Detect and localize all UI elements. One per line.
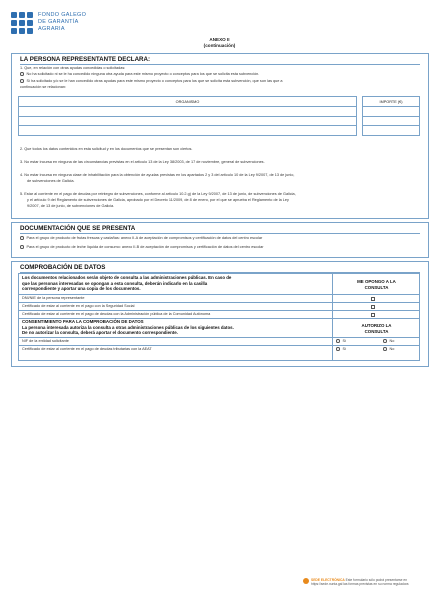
item-5c: 9/2007, de 13 de junio, de subvenciones de Galicia. xyxy=(27,204,115,208)
declaration-title xyxy=(20,56,420,65)
oppose-checkbox-ss[interactable] xyxy=(371,305,375,309)
option-other-aid-cont: continuación se relacionan: xyxy=(20,85,67,89)
documentation-title xyxy=(20,225,420,234)
organismo-input-2[interactable] xyxy=(19,116,357,126)
radio-other-aid[interactable] xyxy=(20,79,24,83)
intro-line-2: que las personas interesadas se opongan a esta consulta, deberán indicarlo en la casilla xyxy=(22,280,208,286)
logo-text xyxy=(38,12,86,33)
aeat-no-radio[interactable] xyxy=(383,347,387,351)
logo-icon xyxy=(11,12,33,34)
footer-brand: SEDE ELECTRÓNICA xyxy=(311,578,345,582)
intro-line-3: correspondiente y aportar una copia de los documentos. xyxy=(22,286,141,292)
radio-no-other-aid[interactable] xyxy=(20,72,24,76)
importe-input-3[interactable] xyxy=(363,126,420,136)
declaration-title-text: LA PERSONA REPRESENTANTE DECLARA: xyxy=(20,56,151,63)
nif-no-option[interactable] xyxy=(383,339,394,344)
data-check-intro xyxy=(22,275,231,292)
nif-yes-label: Sí xyxy=(342,339,347,343)
sede-electronica-icon xyxy=(303,578,309,584)
option-other-aid-label: Sí ha solicitado y/o se le han concedido otras ayudas para este mismo proyecto o conceptos para los que se solicita esta subvención, que son las que a xyxy=(26,79,283,83)
table-row xyxy=(19,126,420,136)
consent-block xyxy=(22,319,234,336)
consent-text-1: La persona interesada autoriza la consulta a otras administraciones públicas de los siguientes datos. xyxy=(22,324,234,330)
radio-milk[interactable] xyxy=(20,245,24,249)
oppose-header-2: CONSULTA xyxy=(364,284,389,290)
aeat-yes-option[interactable] xyxy=(336,347,346,352)
doc-ss: Certificado de estar al corriente en el pago con la Seguridad Social xyxy=(22,304,135,308)
footer-line-1: Este formulario sólo podrá presentarse en xyxy=(345,578,408,582)
radio-fruit[interactable] xyxy=(20,236,24,240)
option-other-aid[interactable] xyxy=(20,79,283,84)
documentation-title-text: DOCUMENTACIÓN QUE SE PRESENTA xyxy=(20,225,136,232)
item-2: 2. Que todos los datos contenidos en esta solicitud y en los documentos que se presentan son ciertos. xyxy=(20,147,193,151)
annex-title-main: ANEXO II xyxy=(209,37,230,42)
intro-line-1: Los documentos relacionados serán objeto de consulta a las administraciones públicas. En caso de xyxy=(22,275,232,280)
organismo-input-3[interactable] xyxy=(19,126,357,136)
importe-input-2[interactable] xyxy=(363,116,420,126)
oppose-checkbox-dni[interactable] xyxy=(371,297,375,301)
item-5b: y el artículo 9 del Reglamento de subvenciones de Galicia, aprobado por el Decreto 11/2009, de 8 de enero, por el que se aprueba el Reglamento de la Ley xyxy=(27,198,289,202)
doc-admin: Certificado de estar al corriente en el pago de deudas con la Administración pública de la Comunidad Autónoma xyxy=(22,312,211,316)
col-importe: IMPORTE (€) xyxy=(363,97,420,107)
table-row xyxy=(19,107,420,117)
col-organismo: ORGANISMO xyxy=(19,97,357,107)
authorize-header-1: AUTORIZO LA xyxy=(361,323,392,328)
consent-text-2: De no autorizar la consulta, deberá aportar el documento correspondiente. xyxy=(22,330,178,336)
option-fruit[interactable] xyxy=(20,236,262,241)
oppose-checkbox-admin[interactable] xyxy=(371,313,375,317)
oppose-header xyxy=(333,279,420,290)
annex-title-sub: (continuación) xyxy=(203,43,236,48)
consent-title: CONSENTIMIENTO PARA LA COMPROBACIÓN DE DATOS xyxy=(22,319,144,324)
option-no-other-aid[interactable] xyxy=(20,72,259,77)
oppose-header-1: ME OPONGO A LA xyxy=(357,279,396,284)
footer-url[interactable]: https://sede.xunta.gal xyxy=(311,582,343,587)
authorize-header xyxy=(333,323,420,334)
consent-row-aeat: Certificado de estar al corriente en el pago de deudas tributarias con la AEAT xyxy=(22,347,152,351)
nif-yes-option[interactable] xyxy=(336,339,346,344)
importe-input-1[interactable] xyxy=(363,107,420,117)
data-check-title xyxy=(20,264,420,273)
nif-yes-radio[interactable] xyxy=(336,339,340,343)
footer-line-3: las formas previstas en su norma reguladora xyxy=(343,582,409,587)
item-1-lead: 1. Que, en relación con otras ayudas concedidas o solicitadas: xyxy=(20,66,126,70)
data-check-title-text: COMPROBACIÓN DE DATOS xyxy=(20,264,106,271)
table-row xyxy=(19,116,420,126)
logo-line-3: AGRARIA xyxy=(38,26,65,32)
aeat-yes-radio[interactable] xyxy=(336,347,340,351)
aeat-yes-label: Sí xyxy=(342,347,347,351)
option-fruit-label: Para el grupo de producto de frutas frescas y castañas: anexo II-A de aceptación de compromisos y certificación de datos del centro escolar xyxy=(26,236,263,240)
aid-table xyxy=(18,96,420,136)
item-5a: 5. Estar al corriente en el pago de deudas por reintegro de subvenciones, conforme al artículo 10.2.g) de la Ley 9/2007, de 13 de junio, de subvenciones de Galicia, xyxy=(20,192,296,196)
nif-no-label: No xyxy=(389,339,395,343)
option-no-other-aid-label: No ha solicitado ni se le ha concedido ninguna otra ayuda para este mismo proyecto o conceptos para los que se solicita esta subvención. xyxy=(26,72,260,76)
doc-dni: DNI/NIE de la persona representante xyxy=(22,296,85,300)
organismo-input-1[interactable] xyxy=(19,107,357,117)
option-milk-label: Para el grupo de producto de leche líquida de consumo: anexo II-B de aceptación de compromisos y certificación de datos del centro escolar xyxy=(26,245,264,249)
aeat-no-label: No xyxy=(389,347,395,351)
option-milk[interactable] xyxy=(20,245,264,250)
logo-line-1: FONDO GALEGO xyxy=(38,12,87,18)
nif-no-radio[interactable] xyxy=(383,339,387,343)
logo-line-2: DE GARANTÍA xyxy=(38,19,79,25)
annex-title xyxy=(0,37,439,49)
consent-row-nif: NIF de la entidad solicitante xyxy=(22,339,69,343)
footer-note xyxy=(311,578,431,587)
item-4a: 4. No estar incursa en ninguna clase de inhabilitación para la obtención de ayudas previstas en los apartados 2 y 3 del artículo 10 de la Ley 9/2007, de 13 de junio, xyxy=(20,173,295,177)
aeat-no-option[interactable] xyxy=(383,347,394,352)
authorize-header-2: CONSULTA xyxy=(364,328,389,334)
item-3: 3. No estar incursa en ninguna de las circunstancias previstas en el artículo 13 de la Ley 38/2003, de 17 de noviembre, general de subvenciones. xyxy=(20,160,265,164)
item-4b: de subvenciones de Galicia. xyxy=(27,179,75,183)
